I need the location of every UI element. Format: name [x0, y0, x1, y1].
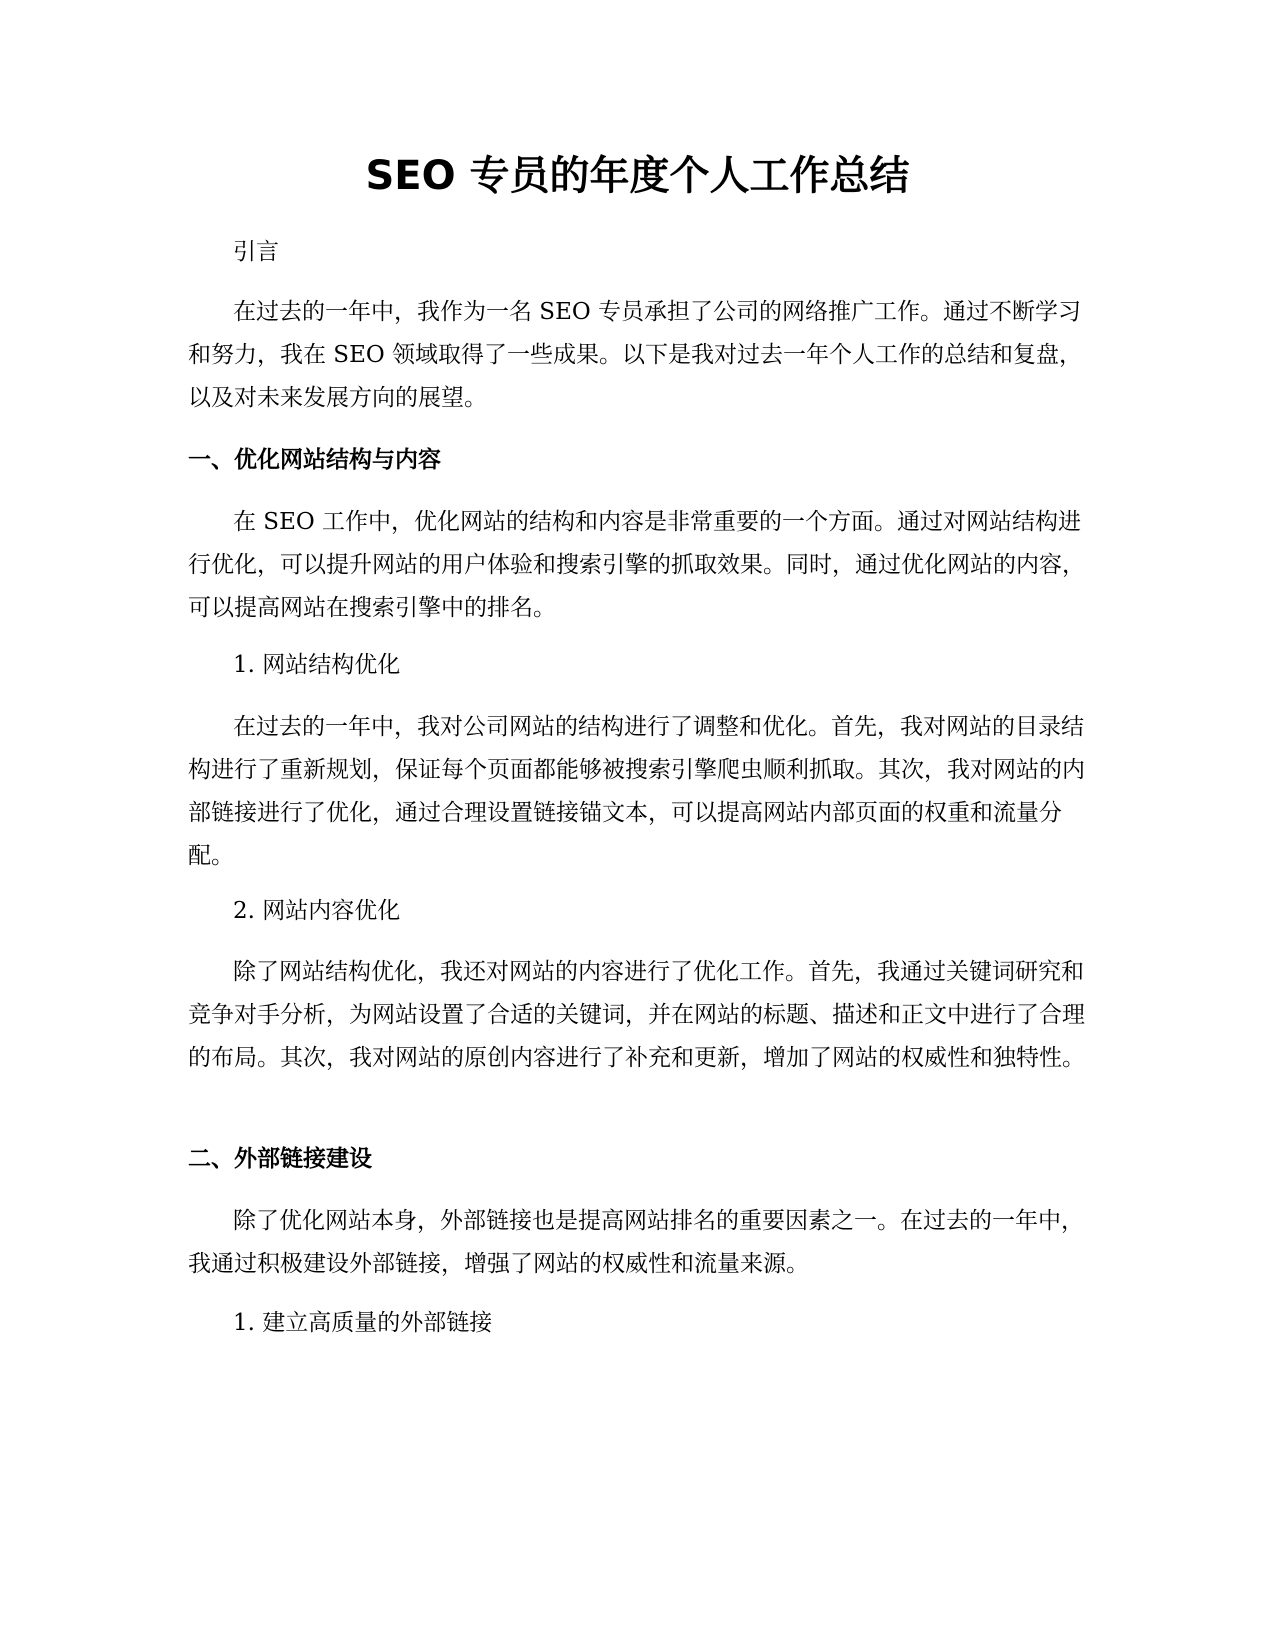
intro-label: 引言 — [233, 239, 279, 265]
section-1-subheading-2: 2. 网站内容优化 — [233, 898, 401, 924]
section-1-subheading-1: 1. 网站结构优化 — [233, 652, 401, 678]
section-1-paragraph: 在 SEO 工作中，优化网站的结构和内容是非常重要的一个方面。通过对网站结构进行优化，可以提升网站的用户体验和搜索引擎的抓取效果。同时，通过优化网站的内容，可以提高网站在搜索引擎中的排名。 — [188, 509, 1085, 621]
section-2-paragraph: 除了优化网站本身，外部链接也是提高网站排名的重要因素之一。在过去的一年中，我通过积极建设外部链接，增强了网站的权威性和流量来源。 — [188, 1208, 1084, 1277]
section-1-sub-1-paragraph: 在过去的一年中，我对公司网站的结构进行了调整和优化。首先，我对网站的目录结构进行了重新规划，保证每个页面都能够被搜索引擎爬虫顺利抓取。其次，我对网站的内部链接进行了优化，通过合理设置链接锚文本，可以提高网站内部页面的权重和流量分配。 — [188, 714, 1085, 869]
section-2-heading: 二、外部链接建设 — [188, 1146, 372, 1172]
intro-paragraph: 在过去的一年中，我作为一名 SEO 专员承担了公司的网络推广工作。通过不断学习和努力，我在 SEO 领域取得了一些成果。以下是我对过去一年个人工作的总结和复盘，以及对未来发展方向的展望。 — [188, 299, 1083, 411]
section-1-heading: 一、优化网站结构与内容 — [188, 447, 441, 473]
document-title: SEO 专员的年度个人工作总结 — [365, 153, 910, 199]
section-1-sub-2-paragraph: 除了网站结构优化，我还对网站的内容进行了优化工作。首先，我通过关键词研究和竞争对手分析，为网站设置了合适的关键词，并在网站的标题、描述和正文中进行了合理的布局。其次，我对网站的原创内容进行了补充和更新，增加了网站的权威性和独特性。 — [188, 959, 1085, 1071]
section-2-subheading-1: 1. 建立高质量的外部链接 — [233, 1310, 493, 1336]
